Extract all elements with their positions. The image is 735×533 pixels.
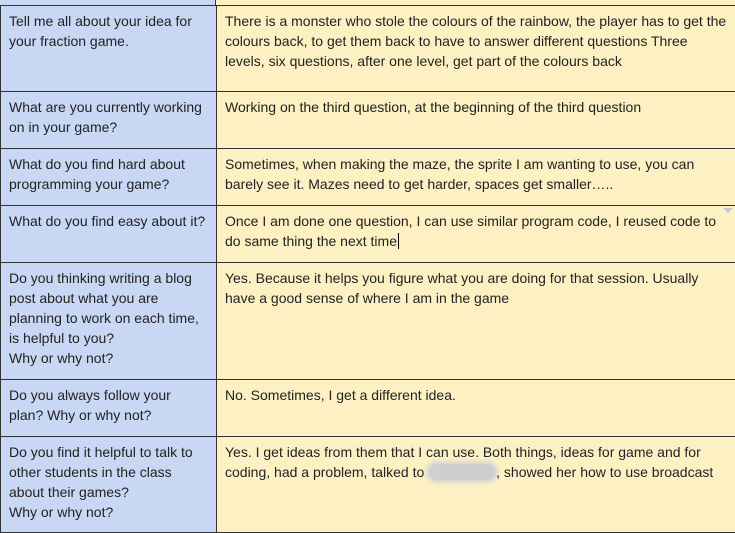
answer-text-end: , showed her how to use broadcast [496,464,713,480]
answer-cell[interactable] [217,437,735,533]
question-cell[interactable] [1,437,217,533]
table-row [1,92,735,149]
table-row [1,263,735,380]
question-followup: Why or why not? [9,502,208,522]
answer-cell[interactable]: Yes. Because it helps you figure what you are doing for that session. Usually have a good sense of where I am in the game [217,263,735,380]
table-row [1,380,735,437]
question-cell[interactable]: Do you always follow your plan? Why or why not? [1,380,217,437]
question-cell[interactable]: What are you currently working on in your game? [1,92,217,149]
answer-cell[interactable]: Working on the third question, at the beginning of the third question [217,92,735,149]
table-row [1,206,735,263]
question-text: Do you thinking writing a blog post about what you are planning to work on each time, is helpful to you? [9,268,208,348]
text-cursor [398,233,399,249]
question-text: Do you find it helpful to talk to other students in the class about their games? [9,442,208,502]
redacted-name [429,464,495,480]
table-row [1,6,735,92]
table-row [1,437,735,533]
interview-table [0,5,735,533]
answer-text: Once I am done one question, I can use similar program code, I reused code to do same thing the next time [225,213,716,249]
question-cell[interactable] [1,263,217,380]
answer-cell[interactable]: There is a monster who stole the colours of the rainbow, the player has to get the colours back, to get them back to have to answer different questions Three levels, six questions, after one level, get part of the colours back [217,6,735,92]
table-row [1,149,735,206]
question-cell[interactable]: Tell me all about your idea for your fraction game. [1,6,217,92]
cell-dropdown-icon[interactable] [723,208,733,213]
question-cell[interactable]: What do you find hard about programming your game? [1,149,217,206]
answer-cell[interactable]: No. Sometimes, I get a different idea. [217,380,735,437]
answer-cell-editing[interactable] [217,206,735,263]
answer-text-start: Yes. I get ideas from them that I can use. Both things, ideas for game and for coding, had a problem, talked to [225,444,701,480]
question-cell[interactable]: What do you find easy about it? [1,206,217,263]
answer-cell[interactable]: Sometimes, when making the maze, the sprite I am wanting to use, you can barely see it. Mazes need to get harder, spaces get smaller….. [217,149,735,206]
question-followup: Why or why not? [9,348,208,368]
